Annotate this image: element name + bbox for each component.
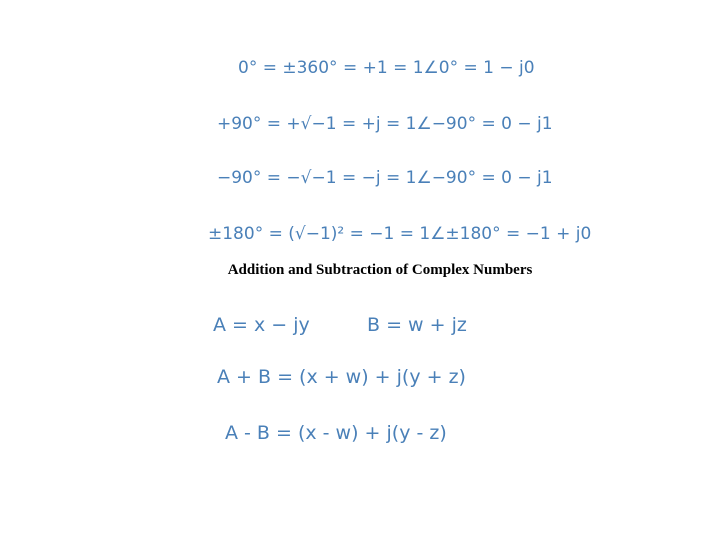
- equation-one-eighty: ±180° = (√−1)² = −1 = 1∠±180° = −1 + j0: [208, 224, 592, 244]
- equation-difference: A - B = (x - w) + j(y - z): [225, 422, 447, 444]
- equation-zero-degrees: 0° = ±360° = +1 = 1∠0° = 1 − j0: [238, 58, 535, 78]
- equation-minus-ninety: −90° = −√−1 = −j = 1∠−90° = 0 − j1: [217, 168, 553, 188]
- equation-sum: A + B = (x + w) + j(y + z): [217, 366, 466, 388]
- section-heading: Addition and Subtraction of Complex Numbers: [227, 262, 533, 278]
- equation-plus-ninety: +90° = +√−1 = +j = 1∠−90° = 0 − j1: [217, 114, 553, 134]
- equation-a-definition: A = x − jy: [213, 314, 310, 336]
- equation-b-definition: B = w + jz: [367, 314, 467, 336]
